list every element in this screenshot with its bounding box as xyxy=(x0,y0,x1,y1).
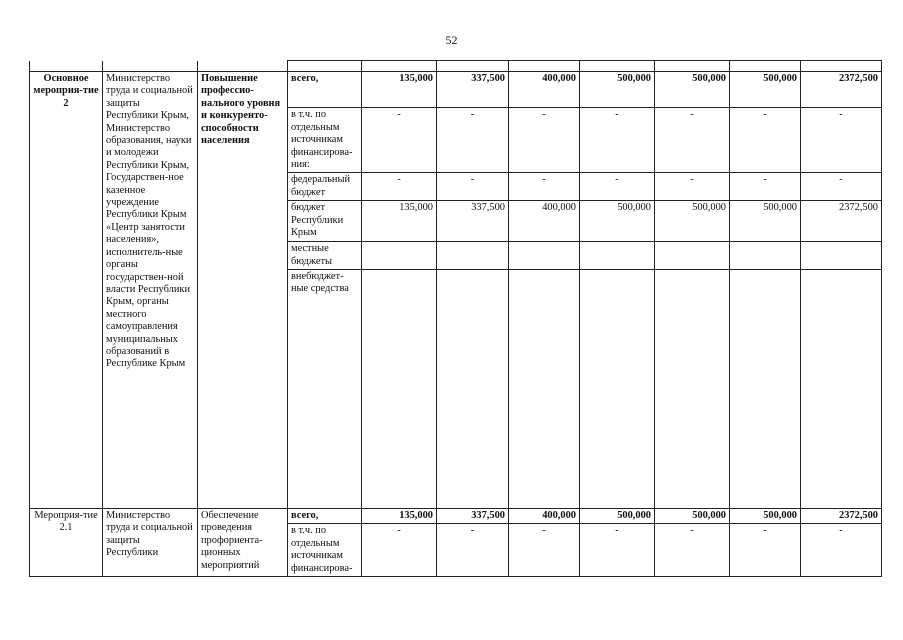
amount-cell: 500,000 xyxy=(730,201,801,242)
amount-cell: - xyxy=(509,108,580,173)
amount-cell xyxy=(580,242,655,270)
amount-cell: - xyxy=(580,173,655,201)
amount-cell: 135,000 xyxy=(362,72,437,108)
amount-cell xyxy=(801,242,882,270)
amount-cell: - xyxy=(509,173,580,201)
amount-cell: 500,000 xyxy=(580,509,655,524)
amount-cell: - xyxy=(801,173,882,201)
amount-cell: - xyxy=(437,173,509,201)
amount-cell: - xyxy=(730,173,801,201)
activity-executors: Министерство труда и социальной защиты Республики Крым, Министерство образования, науки и молодежи Республики Крым, Государствен-ное казенное учреждение Республики Крым «Центр занятости населения», исполнитель-ные органы государствен-ной власти Республики Крым, органы местного самоуправления муниципальных образований в Республике Крым xyxy=(103,72,198,509)
amount-cell xyxy=(580,270,655,509)
amount-cell: 500,000 xyxy=(580,72,655,108)
funding-source: местные бюджеты xyxy=(288,242,362,270)
funding-source: в т.ч. по отдельным источникам финансирова- xyxy=(288,524,362,577)
funding-source: федеральный бюджет xyxy=(288,173,362,201)
amount-cell: - xyxy=(362,108,437,173)
amount-cell: - xyxy=(362,173,437,201)
amount-cell xyxy=(730,270,801,509)
amount-cell: - xyxy=(580,108,655,173)
amount-cell: 135,000 xyxy=(362,201,437,242)
amount-cell xyxy=(655,270,730,509)
amount-cell xyxy=(437,242,509,270)
table-row xyxy=(30,72,882,108)
funding-source: в т.ч. по отдельным источникам финансирова-ния: xyxy=(288,108,362,173)
amount-cell: - xyxy=(655,173,730,201)
amount-cell: - xyxy=(655,524,730,577)
amount-cell: - xyxy=(437,108,509,173)
funding-source: всего, xyxy=(288,72,362,108)
amount-cell: 500,000 xyxy=(580,201,655,242)
amount-cell: 400,000 xyxy=(509,201,580,242)
amount-cell xyxy=(362,270,437,509)
amount-cell: 500,000 xyxy=(730,72,801,108)
page-number: 52 xyxy=(445,33,458,47)
amount-cell: 500,000 xyxy=(655,72,730,108)
amount-cell xyxy=(509,270,580,509)
amount-cell: 2372,500 xyxy=(801,72,882,108)
amount-cell xyxy=(437,270,509,509)
funding-source: внебюджет-ные средства xyxy=(288,270,362,509)
amount-cell: - xyxy=(437,524,509,577)
amount-cell: - xyxy=(801,524,882,577)
amount-cell: 337,500 xyxy=(437,201,509,242)
amount-cell: 500,000 xyxy=(655,201,730,242)
amount-cell xyxy=(362,242,437,270)
activity-code: Основное мероприя-тие 2 xyxy=(30,72,103,509)
activity-name: Обеспечение проведения профориента-ционных мероприятий xyxy=(198,509,288,577)
amount-cell: - xyxy=(509,524,580,577)
amount-cell: 400,000 xyxy=(509,72,580,108)
amount-cell: 400,000 xyxy=(509,509,580,524)
funding-source: бюджет Республики Крым xyxy=(288,201,362,242)
activity-name: Повышение профессио-нального уровня и конкуренто-способности населения xyxy=(198,72,288,509)
activity-code: Мероприя-тие 2.1 xyxy=(30,509,103,577)
amount-cell: 135,000 xyxy=(362,509,437,524)
financing-table xyxy=(29,60,882,577)
activity-executors: Министерство труда и социальной защиты Республики xyxy=(103,509,198,577)
amount-cell: 2372,500 xyxy=(801,509,882,524)
amount-cell xyxy=(655,242,730,270)
amount-cell xyxy=(730,242,801,270)
amount-cell xyxy=(801,270,882,509)
amount-cell: 337,500 xyxy=(437,509,509,524)
funding-source: всего, xyxy=(288,509,362,524)
amount-cell: 500,000 xyxy=(655,509,730,524)
amount-cell: - xyxy=(655,108,730,173)
amount-cell: - xyxy=(730,108,801,173)
amount-cell: - xyxy=(580,524,655,577)
table-row xyxy=(30,509,882,524)
amount-cell xyxy=(509,242,580,270)
amount-cell: 2372,500 xyxy=(801,201,882,242)
amount-cell: - xyxy=(730,524,801,577)
amount-cell: 337,500 xyxy=(437,72,509,108)
amount-cell: - xyxy=(362,524,437,577)
amount-cell: - xyxy=(801,108,882,173)
table-continuation-row xyxy=(30,61,882,72)
amount-cell: 500,000 xyxy=(730,509,801,524)
